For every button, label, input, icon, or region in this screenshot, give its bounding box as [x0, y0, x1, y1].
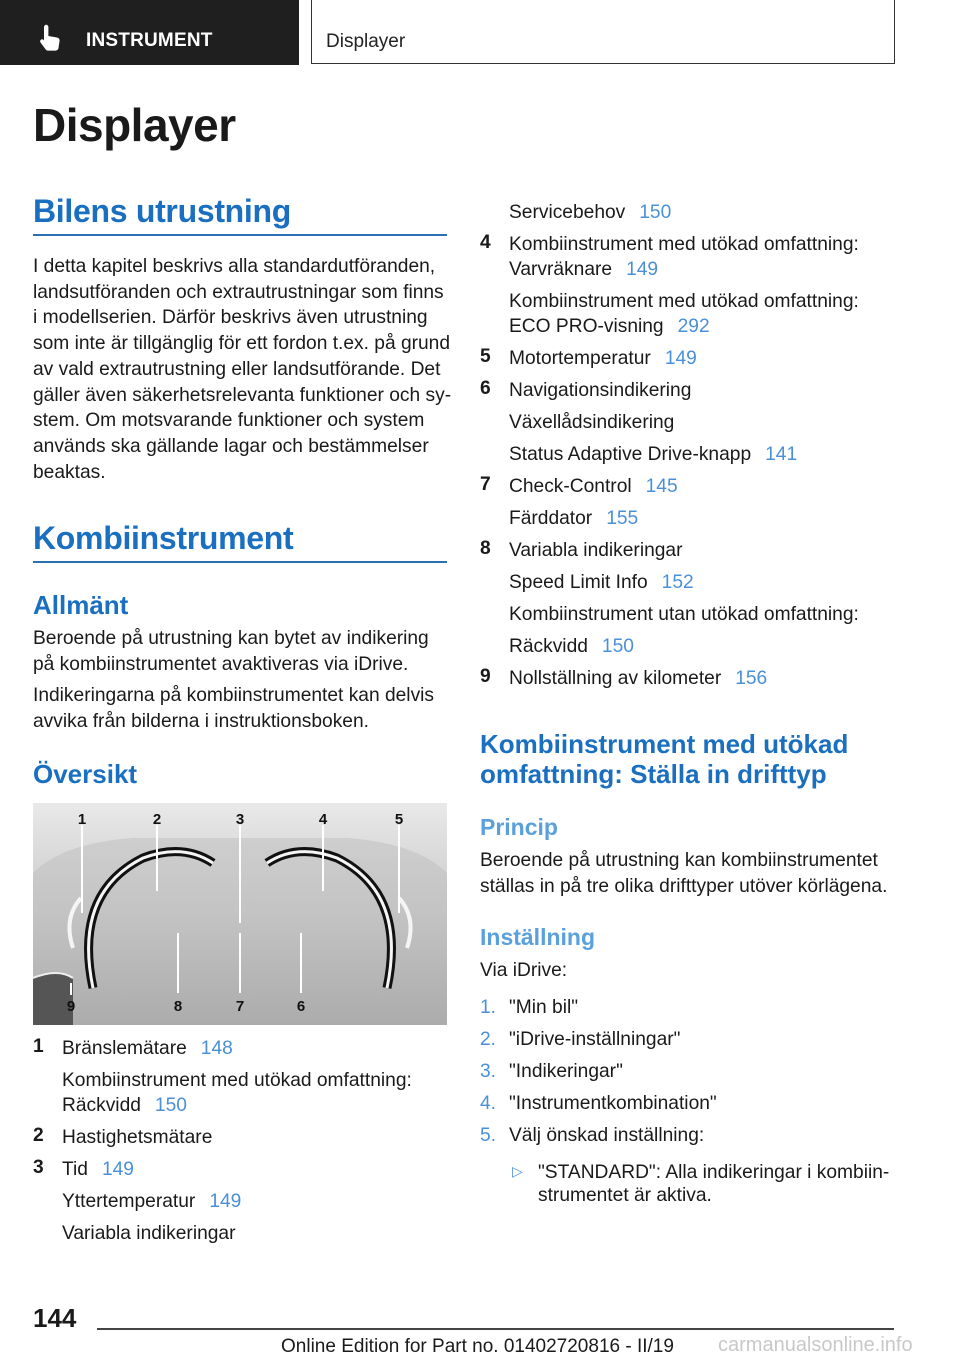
legend-entry — [62, 1036, 233, 1061]
legend-text: Variabla indikeringar — [509, 540, 683, 561]
legend-entry — [509, 410, 674, 435]
legend-text: Kombiinstrument med utökad omfattning: — [509, 291, 859, 312]
header-title: Displayer — [326, 31, 406, 52]
callout-label: 2 — [152, 811, 162, 828]
legend-number: 6 — [480, 378, 491, 399]
legend-text: Servicebehov — [509, 202, 626, 223]
page-reference-link[interactable]: 149 — [209, 1191, 242, 1212]
legend-entry — [509, 232, 859, 257]
legend-entry — [509, 314, 710, 339]
step-text: "Instrumentkombination" — [509, 1093, 717, 1114]
legend-text: Räckvidd — [509, 636, 588, 657]
page-reference-link[interactable]: 152 — [661, 572, 694, 593]
triangle-bullet-icon: ▷ — [512, 1163, 523, 1179]
footer-edition: Online Edition for Part no. 01402720816 - II/19 — [281, 1336, 674, 1357]
paragraph-line: Beroende på utrustning kan bytet av indikering — [33, 628, 429, 649]
callout-label: 6 — [296, 998, 306, 1015]
page-reference-link[interactable]: 149 — [626, 259, 659, 280]
watermark: carmanualsonline.info — [718, 1334, 913, 1356]
page-reference-link[interactable]: 141 — [765, 444, 798, 465]
legend-text: Hastighetsmätare — [62, 1127, 213, 1148]
heading-rule — [33, 561, 447, 563]
legend-entry — [509, 442, 797, 467]
legend-entry — [509, 634, 634, 659]
legend-entry — [509, 346, 697, 371]
page-reference-link[interactable]: 148 — [200, 1038, 233, 1059]
legend-text: Kombiinstrument utan utökad omfattning: — [509, 604, 859, 625]
legend-text: Räckvidd — [62, 1095, 141, 1116]
legend-text: Yttertemperatur — [62, 1191, 196, 1212]
legend-entry — [509, 289, 859, 314]
paragraph-line: I detta kapitel beskrivs alla standardutföranden, — [33, 256, 436, 277]
legend-text: Tid — [62, 1159, 88, 1180]
heading-drifttyp-1: Kombiinstrument med utökad — [480, 729, 849, 759]
section-tab — [0, 0, 299, 65]
bullet-line: strumentet är aktiva. — [538, 1185, 712, 1206]
callout-label: 5 — [394, 811, 404, 828]
step-number: 2. — [480, 1029, 497, 1050]
legend-entry — [509, 200, 671, 225]
heading-allmant: Allmänt — [33, 590, 129, 620]
heading-drifttyp-2: omfattning: Ställa in drifttyp — [480, 759, 827, 789]
legend-number: 5 — [480, 346, 491, 367]
page-reference-link[interactable]: 150 — [601, 636, 634, 657]
page-reference-link[interactable]: 150 — [154, 1095, 187, 1116]
paragraph-line: ställas in på tre olika drifttyper utöver körlägena. — [480, 875, 888, 897]
heading-installning: Inställning — [480, 924, 595, 950]
legend-text: Färddator — [509, 508, 593, 529]
legend-number: 1 — [33, 1036, 44, 1057]
step-text: Välj önskad inställning: — [509, 1125, 705, 1146]
heading-bilens-utrustning: Bilens utrustning — [33, 193, 292, 229]
paragraph-line: beaktas. — [33, 461, 106, 483]
legend-number: 3 — [33, 1157, 44, 1178]
callout-label: 1 — [77, 811, 87, 828]
via-idrive-text: Via iDrive: — [480, 960, 568, 981]
paragraph-line: avvika från bilderna i instruktionsboken. — [33, 710, 369, 732]
legend-entry — [62, 1189, 241, 1214]
step-number: 1. — [480, 997, 497, 1018]
instrument-cluster-illustration — [33, 803, 447, 1025]
page-title: Displayer — [33, 99, 236, 151]
page-reference-link[interactable]: 145 — [645, 476, 678, 497]
header-title-box — [311, 0, 895, 64]
page-reference-link[interactable]: 156 — [735, 668, 768, 689]
legend-text: Varvräknare — [509, 259, 613, 280]
callout-label: 3 — [235, 811, 245, 828]
paragraph-line: Indikeringarna på kombiinstrumentet kan delvis — [33, 685, 435, 706]
legend-text: Bränslemätare — [62, 1038, 187, 1059]
legend-entry — [62, 1157, 134, 1182]
legend-text: Kombiinstrument med utökad omfattning: — [62, 1070, 412, 1091]
legend-text: Kombiinstrument med utökad omfattning: — [509, 234, 859, 255]
legend-text: Check-Control — [509, 476, 632, 497]
heading-rule — [33, 234, 447, 236]
step-number: 3. — [480, 1061, 497, 1082]
legend-entry — [509, 506, 638, 531]
legend-text: Nollställning av kilometer — [509, 668, 722, 689]
paragraph-line: stem. Om motsvarande funktioner och system — [33, 410, 425, 432]
heading-kombiinstrument: Kombiinstrument — [33, 520, 294, 556]
step-text: "Min bil" — [509, 997, 579, 1018]
legend-entry — [62, 1125, 212, 1150]
section-label: INSTRUMENT — [86, 30, 213, 51]
legend-text: Speed Limit Info — [509, 572, 648, 593]
page-reference-link[interactable]: 150 — [639, 202, 672, 223]
legend-number: 9 — [480, 666, 491, 687]
legend-entry — [509, 378, 691, 403]
legend-number: 2 — [33, 1125, 44, 1146]
paragraph-line: landsutföranden och extrautrustningar som finns — [33, 281, 444, 303]
legend-entry — [509, 257, 658, 282]
paragraph-line: gäller även säkerhetsrelevanta funktioner och sy- — [33, 384, 452, 406]
paragraph-line: används ska gällande lagar och bestämmelser — [33, 435, 429, 457]
paragraph-line: Beroende på utrustning kan kombiinstrumentet — [480, 850, 878, 871]
heading-oversikt: Översikt — [33, 759, 138, 789]
page-reference-link[interactable]: 149 — [664, 348, 697, 369]
legend-number: 8 — [480, 538, 491, 559]
page-reference-link[interactable]: 292 — [677, 316, 710, 337]
callout-label: 7 — [235, 998, 245, 1015]
legend-entry — [509, 602, 859, 627]
paragraph-line: av vald extrautrustning eller landsutförande. Det — [33, 358, 441, 380]
callout-label: 8 — [173, 998, 183, 1015]
page-reference-link[interactable]: 149 — [101, 1159, 134, 1180]
legend-text: ECO PRO-visning — [509, 316, 664, 337]
callout-label: 4 — [318, 811, 328, 828]
legend-entry — [62, 1221, 236, 1246]
step-text: "Indikeringar" — [509, 1061, 623, 1082]
step-number: 5. — [480, 1125, 497, 1146]
step-text: "iDrive-inställningar" — [509, 1029, 681, 1050]
legend-entry — [509, 474, 678, 499]
legend-text: Status Adaptive Drive-knapp — [509, 444, 752, 465]
legend-entry — [509, 570, 694, 595]
footer-rule — [97, 1328, 894, 1330]
legend-number: 7 — [480, 474, 491, 495]
page-reference-link[interactable]: 155 — [606, 508, 639, 529]
page-number: 144 — [33, 1303, 77, 1333]
legend-entry — [62, 1068, 412, 1093]
legend-number: 4 — [480, 232, 491, 253]
paragraph-line: i modellserien. Därför beskrivs även utrustning — [33, 307, 428, 329]
paragraph-line: på kombiinstrumentet avaktiveras via iDrive. — [33, 653, 409, 675]
legend-entry — [509, 666, 767, 691]
legend-entry — [62, 1093, 187, 1118]
legend-entry — [509, 538, 683, 563]
legend-text: Variabla indikeringar — [62, 1223, 236, 1244]
legend-text: Navigationsindikering — [509, 380, 692, 401]
callout-label: 9 — [66, 998, 76, 1015]
legend-text: Växellådsindikering — [509, 412, 675, 433]
legend-text: Motortemperatur — [509, 348, 651, 369]
paragraph-line: som inte är tillgänglig för ett fordon t.ex. på grund — [33, 333, 451, 355]
step-number: 4. — [480, 1093, 497, 1114]
pointing-hand-icon — [38, 24, 64, 52]
bullet-line: "STANDARD": Alla indikeringar i kombiin- — [538, 1162, 890, 1183]
heading-princip: Princip — [480, 814, 558, 840]
